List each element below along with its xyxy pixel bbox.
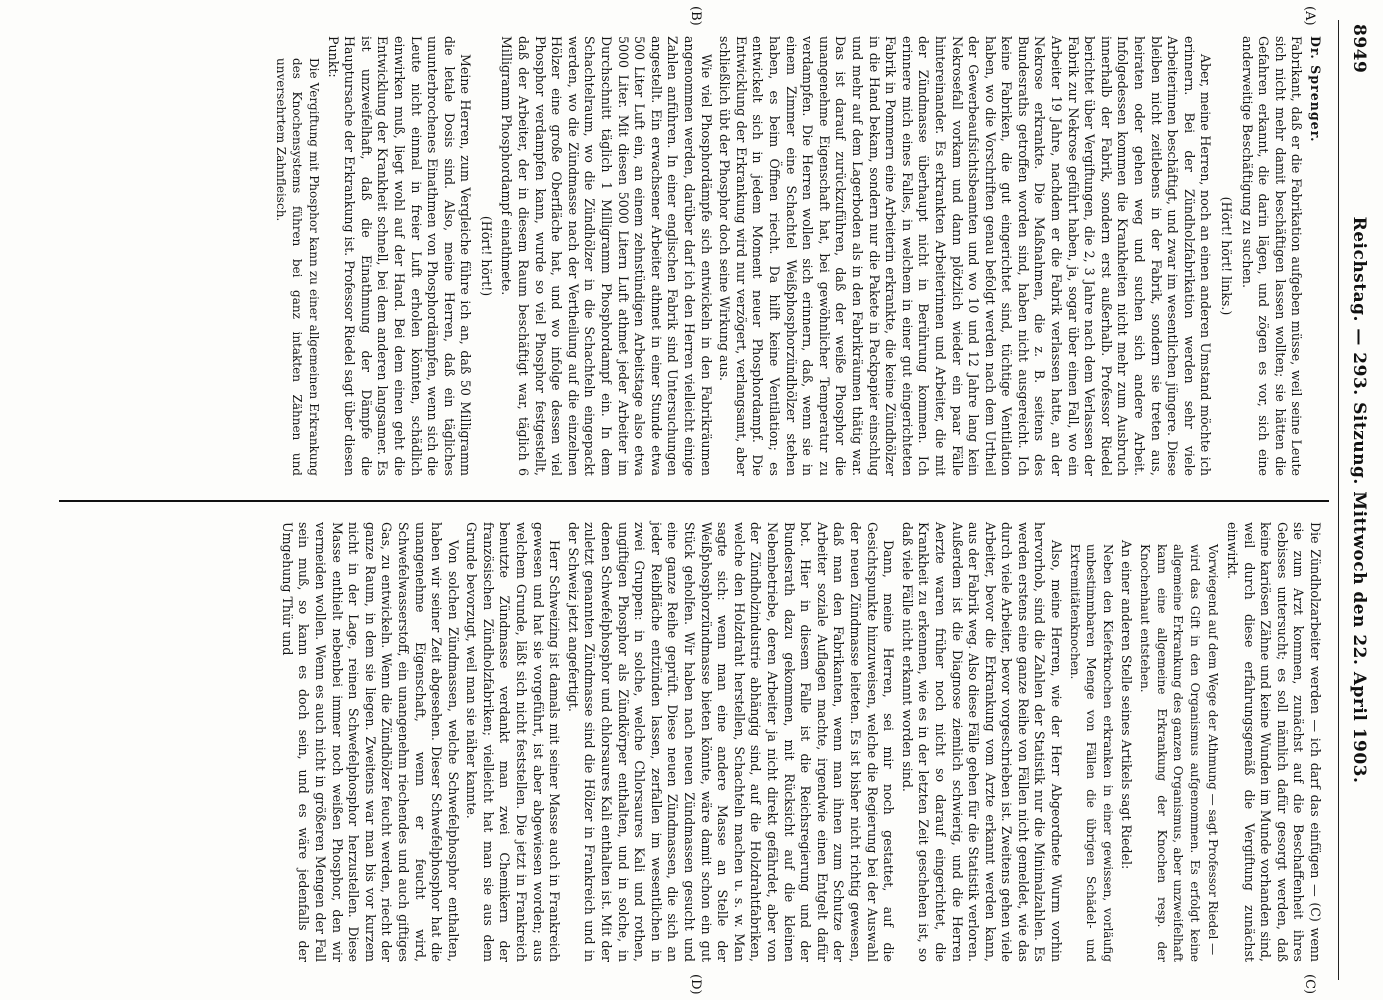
margin-mark-d: (D) [688,974,703,995]
paragraph: Herr Schweizing ist damals mit seiner Masse auch in Frankreich gewesen und hat sie vorgeführt, ist aber abgewiesen worden; aus welchem Grunde, läßt sich nicht feststellen. Die jetzt in Frankreich benutzte Zündmasse verdankt man zwei Chemikern der französischen Zündholzfabriken; vielleicht hat man sie aus dem Grunde bevorzugt, weil man sie näher kannte. [464,522,563,962]
paragraph: An einer anderen Stelle seines Artikels sagt Riedel: [1119,540,1135,870]
interjection: (Hört! hört! links.) [1219,196,1235,316]
paragraph: Aber, meine Herren, noch an einen anderen Umstand möchte ich erinnern. Bei der Zündholzfabrikation werden sehr viele Arbeiterinnen beschäftigt, und zwar im wesentlichen jüngere. Diese bleiben nicht zeitlebens in der Fabrik, sondern sie treten aus, heiraten oder gehen weg und suchen sich andere Arbeit. Infolgedessen kommen die Krankheiten nicht mehr zum Ausbruch innerhalb der Fabrik, sondern erst außerhalb. Professor Riedel berichtet über Vergiftungen, die 2, 3 Jahre nach dem Verlassen der Fabrik zur Nekrose geführt haben, ja, sogar über einen Fall, wo ein Arbeiter 19 Jahre, nachdem er die Fabrik verlassen hatte, an der Nekrose erkrankte. Die Maßnahmen, die z. B. seitens des Bundesraths getroffen worden sind, haben nicht ausgereicht. Ich keine Fabriken, die gut eingerichtet sind, tüchtige Ventilation haben, wo die Vorschriften genau befolgt werden nach dem Urtheil der Gewerbeaufsichtsbeamten und wo 10 und 12 Jahre lang kein Nekrosefall vorkam und dann plötzlich wieder ein paar Fälle hintereinander. Es erkrankten Arbeiterinnen und Arbeiter, die mit der Zündmasse überhaupt nicht in Berührung kommen. Ich erinnere mich eines Falles, in welchem in einer gut eingerichteten Fabrik in Pommern eine Arbeiterin erkrankte, die keine Zündhölzer in die Hand bekam, sondern nur die Pakete in Packpapier einschlug und mehr auf dem Lagerboden als in den Fabrikräumen thätig war. Das ist darauf zurückzuführen, daß der weiße Phosphor die unangenehme Eigenschaft hat, bei gewöhnlicher Temperatur zu verdampfen. Die Herren wollen sich erinnern, daß, wenn sie in einem Zimmer eine Schachtel Weißphosphorzündhölzer stehen haben, es beim Öffnen riecht. Da hilft keine Ventilation; es entwickelt sich in jedem Moment neuer Phosphordampf. Die Entwicklung der Erkrankung wird nur verzögert, verlangsamt, aber schließlich übt der Phosphor doch seine Wirkung aus. [717,36,1214,476]
paragraph: Dann, meine Herren, sei mir noch gestattet, auf die Gesichtspunkte hinzuweisen, welche die Regierung bei der Auswahl der neuen Zündmasse leiteten. Es ist bisher nicht richtig gewesen, daß man den Fabrikanten, wenn man ihnen zum Schutze der Arbeiter soziale Auflagen machte, irgendwie einen Entgelt dafür bot. Hier in diesem Falle ist die Reichsregierung und der Bundesrath dazu gekommen, mit Rücksicht auf die kleinen Nebenbetriebe, deren Arbeiter ja nicht direkt gefährdet, aber von der Zündholzindustrie abhängig sind, auf die Holzdrahtfabriken, welche den Holzdraht herstellen, Schachteln machen u. s. w. Man sagte sich: wenn man eine andere Masse an Stelle der Weißphosphorzündmasse bieten könnte, wäre damit schon ein gut Stück geholfen. Wir haben nach neuen Zündmassen gesucht und eine ganze Reihe geprüft. Diese neuen Zündmassen, die sich an jeder Reibfläche entzünden lassen, zerfallen im wesentlichen in zwei Gruppen: in solche, welche Chlorsaures Kali und rothen, ungiftigen Phosphor als Zündkörper enthalten, und in solche, in denen Schwefelphosphor und chlorsaures Kali enthalten ist. Mit der zuletzt genannten Zündmasse sind die Hölzer in Frankreich und in der Schweiz jetzt angefertigt. [565,522,897,962]
interjection: (Hört! hört!) [478,215,494,297]
paragraph: Wie viel Phosphordämpfe sich entwickeln in den Fabrikräumen angenommen werden, darüber darf ich den Herren vielleicht einige Zahlen anführen. In einer englischen Fabrik sind Untersuchungen angestellt. Ein erwachsener Arbeiter athmet in einer Stunde etwa 500 Liter Luft ein, an einem zehnstündigen Arbeitstage also etwa 5000 Liter. Mit diesen 5000 Litern Luft athmet jeder Arbeiter im Durchschnitt täglich 1 Milligramm Phosphordampf ein. In dem Schachtelraum, wo die Zündhölzer in die Schachteln eingepackt werden, wo die Zündmasse nach der Vertheilung auf die einzelnen Hölzer eine große Oberfläche hat, und wo infolge dessen viel Phosphor verdampfen kann, wurde so viel Phosphor festgestellt, daß der Arbeiter, der in diesem Raum beschäftigt war, täglich 6 Milligramm Phosphordampf einathmete. [499,36,714,476]
page-header [1329,0,1369,1000]
paragraph: Fabrikant, daß er die Fabrikation aufgeben müsse, weil seine Leute sich nicht mehr damit beschäftigen lassen wollten; sie hätten die Gefahren erkannt, die darin lägen, und zögen es vor, sich eine anderweitige Beschäftigung zu suchen. [1239,36,1305,476]
quotation: Die Vergiftung mit Phosphor kann zu einer allgemeinen Erkrankung des Knochensystems führen bei ganz intakten Zähnen und unversehrtem Zahnfleisch. [273,58,321,476]
paragraph: Meine Herren, zum Vergleiche führe ich an, daß 50 Milligramm die letale Dosis sind. Also, meine Herren, daß ein tägliches ununterbrochenes Einathmen von Phosphordämpfen, wenn sich die Leute nicht einmal in freier Luft erholen könnten, schädlich einwirken muß, liegt wohl auf der Hand. Bei dem einen geht die Entwicklung der Krankheit schnell, bei dem anderen langsamer. Es ist unzweifelhaft, daß die Einathmung der Dämpfe die Hauptursache der Erkrankung ist. Professor Riedel sagt über diesen Punkt: [325,36,474,476]
speaker-line [1306,36,1323,476]
page-number: 8949 [1349,24,1369,74]
header-rule [1338,20,1339,980]
running-title: Reichstag. — 293. Sitzung. Mittwoch den 22. April 1903. [1349,216,1369,784]
right-column [276,522,1323,962]
quotation: Neben den Kieferknochen erkranken in einer gewissen, vorläufig unbestimmbaren Menge von Fällen die übrigen Schädel- und Extremitätenknochen. [1067,544,1115,962]
speaker-name: Dr. Sprenger. [1308,36,1323,143]
paragraph: Von solchen Zündmassen, welche Schwefelphosphor enthalten, haben wir seiner Zeit abgesehen. Dieser Schwefelphosphor hat die unangenehme Eigenschaft, wenn er feucht wird, Schwefelwasserstoff, ein unangenehm riechendes und auch giftiges Gas, zu entwickeln. Wenn die Zündhölzer feucht werden, riecht der ganze Raum, in dem sie liegen. Zweitens war man bis vor kurzem nicht in der Lage, reinen Schwefelphosphor herzustellen. Diese Masse enthielt nebenbei immer noch weißen Phosphor, den wir vermeiden wollen. Wenn es auch nicht in größeren Mengen der Fall sein muß, so kann es doch sein, und es wäre jedenfalls der Umgehung Thür und [279,522,461,962]
margin-mark-b: (B) [688,6,703,26]
column-divider [59,500,1329,502]
left-column [270,36,1323,476]
paragraph: Die Zündholzarbeiter werden — ich darf das einfügen — (C) wenn sie zum Arzt kommen, zunächst auf die Beschaffenheit ihres Gebisses untersucht; es soll nämlich dafür gesorgt werden, daß keine kariösen Zähne und keine Wunden im Munde vorhanden sind, weil durch diese erfahrungsgemäß die Vergiftung zunächst einwirkt. [1225,522,1323,962]
quotation: Vorwiegend auf dem Wege der Athmung — sagt Professor Riedel — [1206,544,1221,956]
margin-mark-a: (A) [1302,6,1317,26]
margin-mark-c: (C) [1302,974,1317,995]
paragraph: Also, meine Herren, wie der Herr Abgeordnete Wurm vorhin hervorhob, sind die Zahlen der Statistik nur die Minimalzahlen. Es werden erstens eine ganze Reihe von Fällen nicht gemeldet, wie das durch viele Arbeiter, bevor vorgeschrieben ist. Zweitens gehen viele Arbeiter, bevor die Erkrankung vom Arzte erkannt werden kann, aus der Fabrik weg. Also diese Fälle gehen für die Statistik verloren. Außerdem ist die Diagnose ziemlich schwierig, und die Herren Aerzte waren früher noch nicht so darauf eingerichtet, die Krankheit zu erkennen, wie es in der letzten Zeit geschehen ist, so daß viele Fälle nicht erkannt worden sind. [899,522,1065,962]
quotation: wird das Gift in den Organismus aufgenommen. Es erfolgt keine allgemeine Erkrankung des ganzen Organismus, aber unzweifelhaft kann eine allgemeine Erkrankung der Knochen resp. der Knochenhaut entstehen. [1138,544,1202,962]
